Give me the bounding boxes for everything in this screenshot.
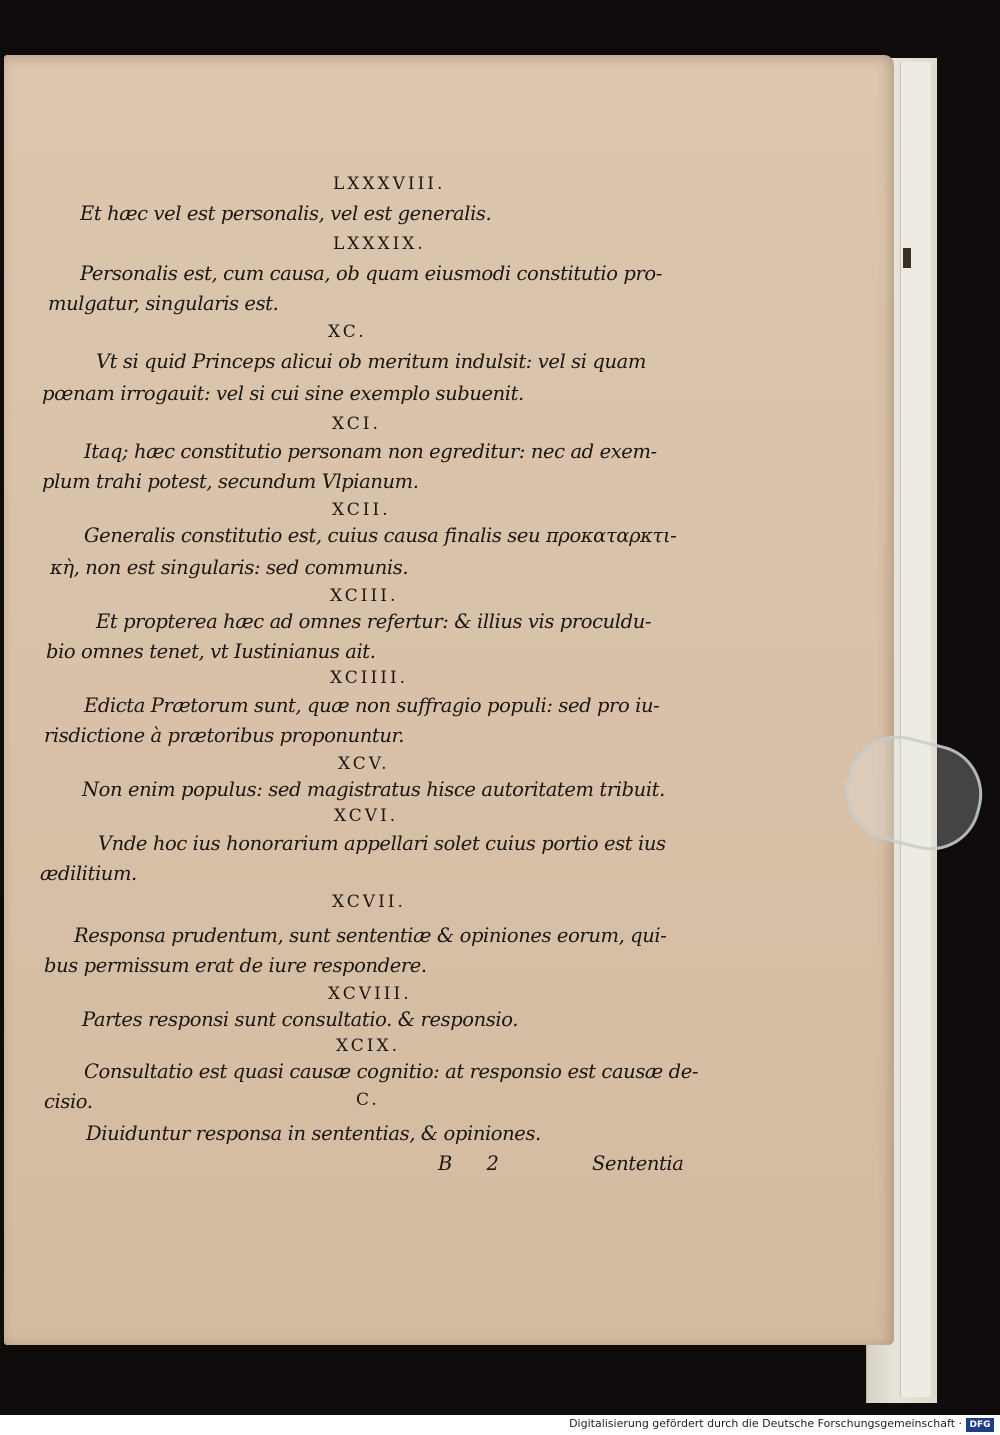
dfg-logo-icon: DFG — [966, 1418, 994, 1432]
catchword: Sententia — [592, 1152, 684, 1175]
text-line: mulgatur, singularis est. — [48, 292, 279, 315]
text-line: κὴ, non est singularis: sed communis. — [50, 556, 409, 579]
text-line: Itaq; hæc constitutio personam non egreditur: nec ad exem- — [84, 440, 657, 463]
section-number: XCVIII. — [328, 984, 412, 1004]
section-number: C. — [356, 1090, 380, 1110]
text-line: pœnam irrogauit: vel si cui sine exemplo subuenit. — [42, 382, 524, 405]
text-line: ædilitium. — [40, 862, 137, 885]
section-number: XCIIII. — [330, 668, 409, 688]
text-line: Generalis constitutio est, cuius causa finalis seu προκαταρκτι- — [84, 524, 677, 547]
section-number: XCIII. — [330, 586, 399, 606]
text-line: bus permissum erat de iure respondere. — [44, 954, 427, 977]
tab-marker — [903, 248, 911, 268]
section-number: XCII. — [332, 500, 391, 520]
text-line: Vt si quid Princeps alicui ob meritum indulsit: vel si quam — [96, 350, 646, 373]
section-number: XCV. — [338, 754, 390, 774]
text-line: Et hæc vel est personalis, vel est generalis. — [80, 202, 492, 225]
section-number: XCI. — [332, 414, 381, 434]
section-number: LXXXIX. — [333, 234, 426, 254]
text-line: bio omnes tenet, vt Iustinianus ait. — [46, 640, 376, 663]
text-line: Non enim populus: sed magistratus hisce autoritatem tribuit. — [82, 778, 665, 801]
text-line: risdictione à prætoribus proponuntur. — [44, 724, 405, 747]
section-number: XC. — [328, 322, 367, 342]
section-number: XCVI. — [334, 806, 399, 826]
text-line: cisio. — [44, 1090, 93, 1113]
signature-mark: B 2 — [438, 1152, 513, 1175]
text-line: Personalis est, cum causa, ob quam eiusmodi constitutio pro- — [80, 262, 662, 285]
text-line: Responsa prudentum, sunt sententiæ & opiniones eorum, qui- — [74, 924, 667, 947]
section-number: XCVII. — [332, 892, 406, 912]
text-line: Diuiduntur responsa in sententias, & opiniones. — [86, 1122, 541, 1145]
text-line: Vnde hoc ius honorarium appellari solet cuius portio est ius — [98, 832, 666, 855]
text-line: Et propterea hæc ad omnes refertur: & illius vis proculdu- — [96, 610, 652, 633]
text-line: plum trahi potest, secundum Vlpianum. — [42, 470, 419, 493]
funding-credit: Digitalisierung gefördert durch die Deutsche Forschungsgemeinschaft · — [569, 1417, 962, 1430]
text-line: Partes responsi sunt consultatio. & responsio. — [82, 1008, 519, 1031]
text-line: Edicta Prætorum sunt, quæ non suffragio populi: sed pro iu- — [84, 694, 660, 717]
section-number: XCIX. — [336, 1036, 401, 1056]
section-number: LXXXVIII. — [333, 174, 446, 194]
text-line: Consultatio est quasi causæ cognitio: at responsio est causæ de- — [84, 1060, 699, 1083]
